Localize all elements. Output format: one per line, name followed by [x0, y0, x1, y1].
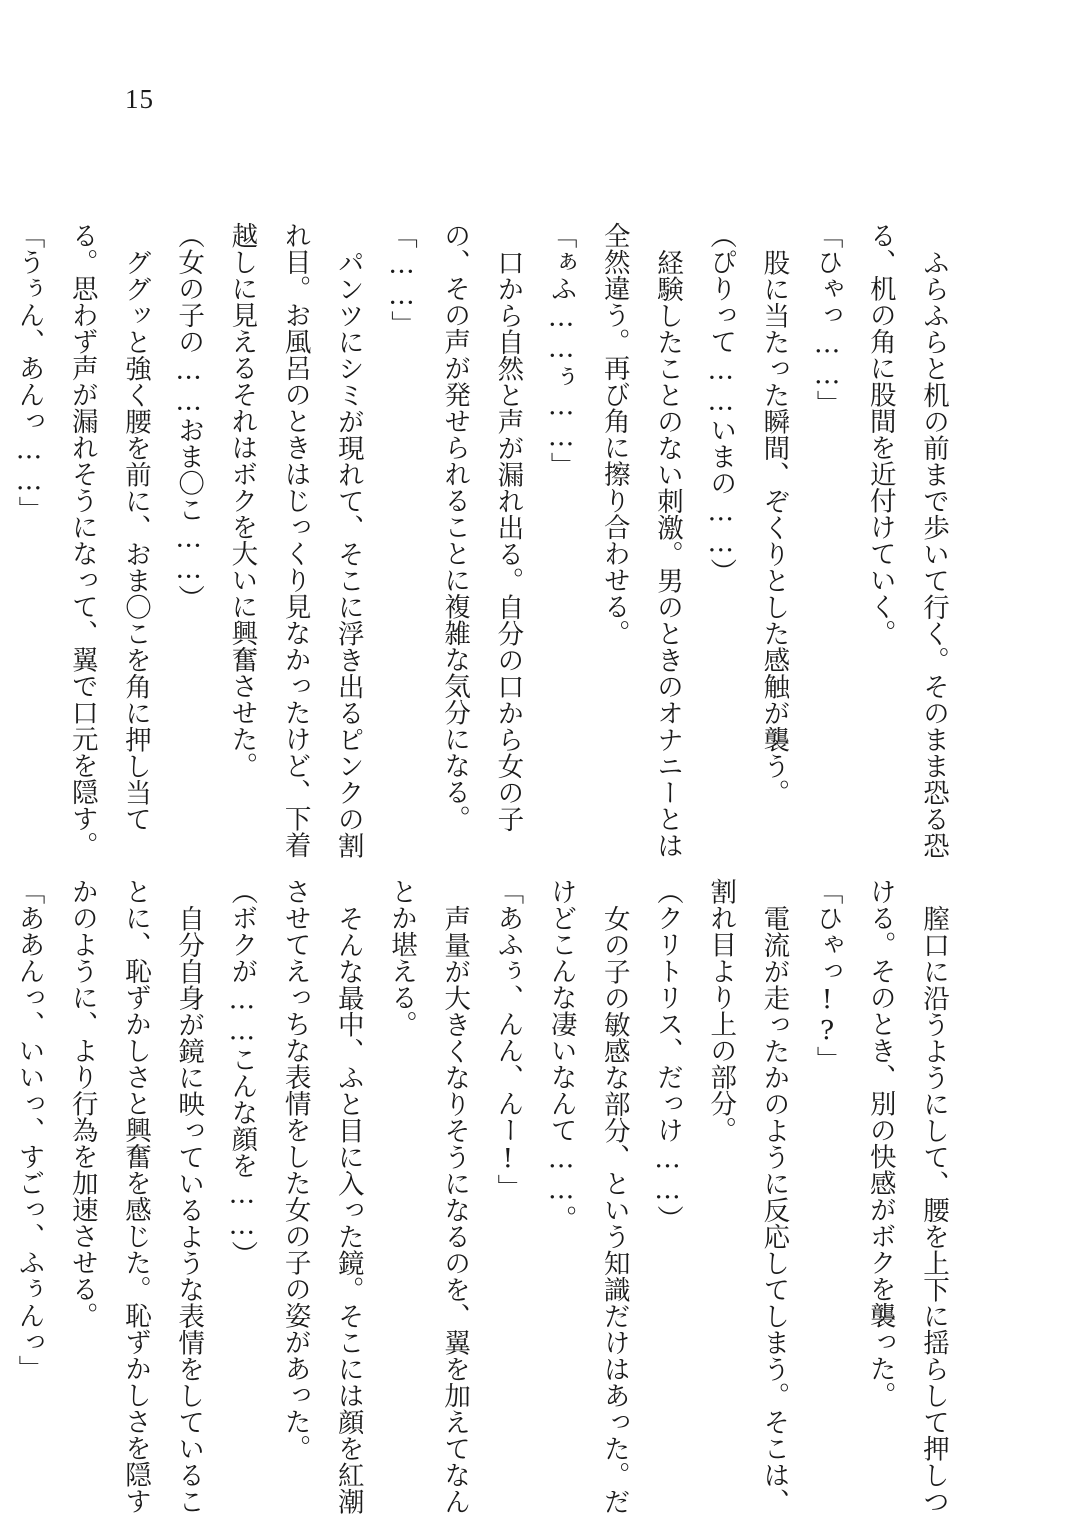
- text-line: 「あふぅ、んん、んー!」: [492, 878, 524, 1201]
- text-line: 膣口に沿うようにして、腰を上下に揺らして押しつ: [918, 904, 949, 1514]
- text-line: 全然違う。再び角に擦り合わせる。: [598, 222, 630, 646]
- text-line: 越しに見えるそれはボクを大いに興奮させた。: [226, 222, 258, 779]
- text-block-bottom: [2, 878, 960, 1514]
- text-line: の、その声が発せられることに複雑な気分になる。: [439, 222, 471, 832]
- text-line: 電流が走ったかのように反応してしまう。そこは、: [758, 904, 790, 1514]
- text-line: させてえっちな表情をした女の子の姿があった。: [279, 878, 311, 1461]
- text-line: とに、恥ずかしさと興奮を感じた。恥ずかしさを隠す: [119, 878, 151, 1514]
- text-line: 割れ目より上の部分。: [705, 878, 737, 1143]
- text-line: 「うぅん、あんっ……」: [13, 222, 45, 523]
- page-number: 15: [125, 84, 154, 114]
- text-line: 自分自身が鏡に映っているような表情をしているこ: [173, 904, 205, 1514]
- text-line: ググッと強く腰を前に、おま〇こを角に押し当て: [119, 248, 151, 832]
- text-line: とか堪える。: [385, 878, 417, 1037]
- text-line: 口から自然と声が漏れ出る。自分の口から女の子: [492, 248, 524, 832]
- text-line: パンツにシミが現れて、そこに浮き出るピンクの割: [332, 248, 364, 858]
- text-line: （クリトリス、だっけ……）: [651, 878, 683, 1232]
- text-line: 股に当たった瞬間、ぞくりとした感触が襲う。: [758, 248, 790, 805]
- text-line: 「ひゃっ!?」: [811, 878, 843, 1073]
- text-line: 「ぁふ……ぅ……」: [545, 222, 577, 479]
- text-line: る、机の角に股間を近付けていく。: [864, 222, 896, 646]
- text-line: （ぴりって……いまの……）: [705, 222, 737, 585]
- text-line: る。思わず声が漏れそうになって、翼で口元を隠す。: [66, 222, 98, 858]
- text-line: （ボクが……こんな顔を……）: [226, 878, 258, 1267]
- text-line: 「ああんっ、いいっ、すごっ、ふぅんっ」: [13, 878, 45, 1382]
- text-line: 経験したことのない刺激。男のときのオナニーとは: [651, 248, 683, 858]
- text-line: 「ひゃっ……」: [811, 222, 843, 417]
- text-line: （女の子の……おま〇こ……）: [173, 222, 205, 611]
- text-line: 声量が大きくなりそうになるのを、翼を加えてなん: [439, 904, 471, 1514]
- text-line: そんな最中、ふと目に入った鏡。そこには顔を紅潮: [332, 904, 364, 1514]
- text-line: けどこんな凄いなんて……。: [545, 878, 577, 1232]
- text-block-top: [2, 222, 960, 858]
- text-line: ふらふらと机の前まで歩いて行く。そのまま恐る恐: [918, 248, 949, 858]
- text-line: 「……」: [385, 222, 417, 337]
- text-line: れ目。お風呂のときはじっくり見なかったけど、下着: [279, 222, 311, 858]
- text-line: 女の子の敏感な部分、という知識だけはあった。だ: [598, 904, 630, 1514]
- text-line: かのように、より行為を加速させる。: [66, 878, 98, 1329]
- text-line: ける。そのとき、別の快感がボクを襲った。: [864, 878, 896, 1408]
